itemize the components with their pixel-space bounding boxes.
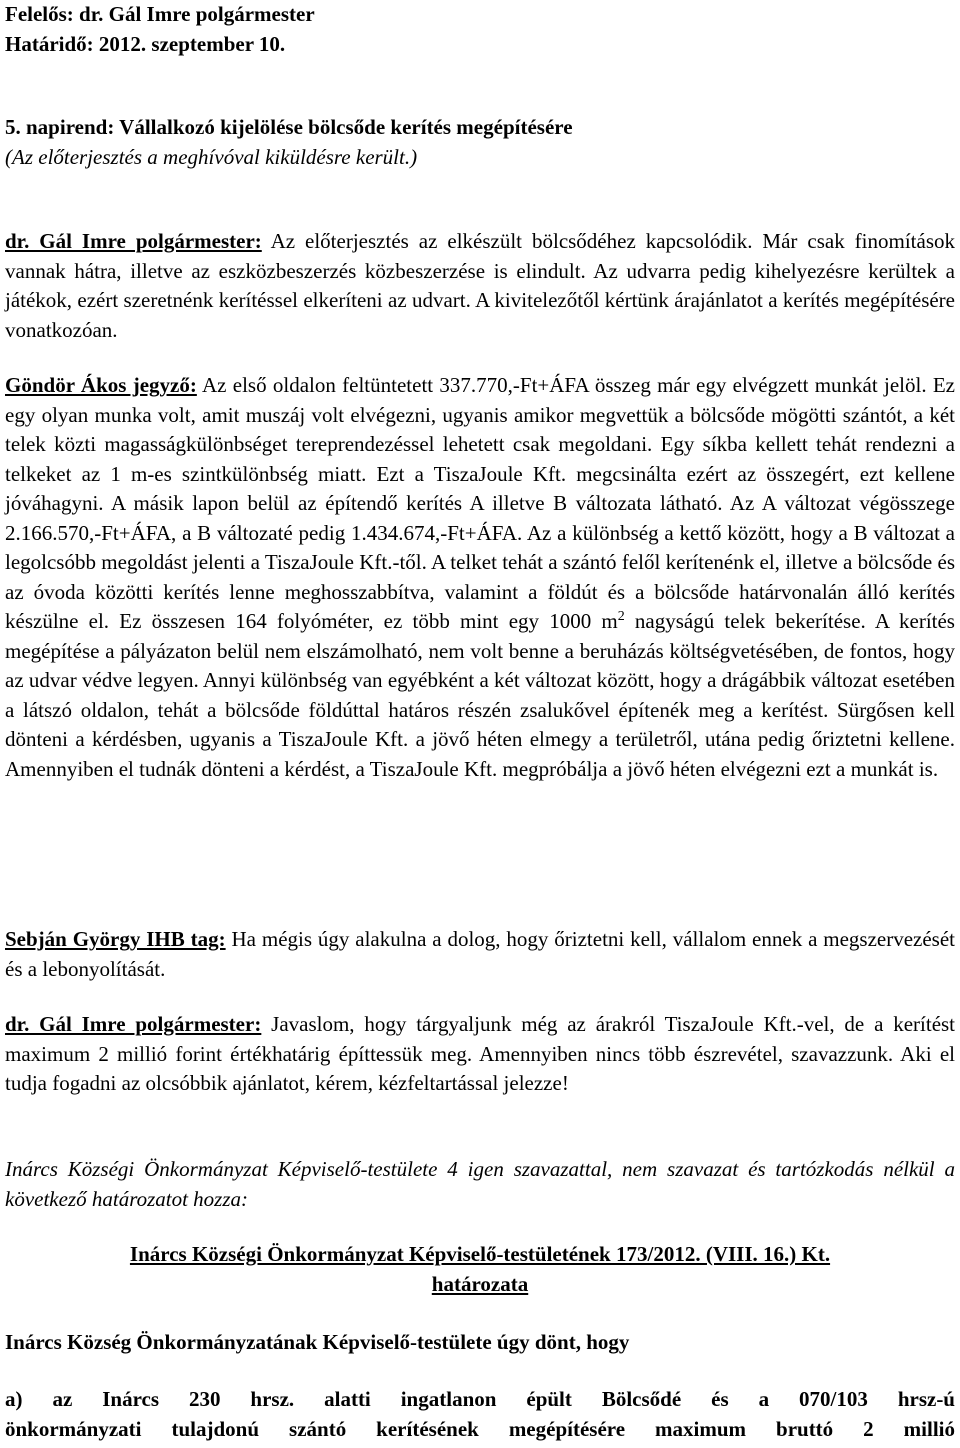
resolution-title: [5, 1240, 955, 1299]
deadline-line: Határidő: 2012. szeptember 10.: [5, 31, 286, 56]
speech-notary: [5, 371, 955, 784]
speaker-name: Göndör Ákos jegyző:: [5, 373, 197, 397]
superscript-exponent: 2: [617, 609, 625, 624]
resolution-item-a-line1: a) az Inárcs 230 hrsz. alatti ingatlanon épült Bölcsődé és a 070/103 hrsz-ú: [5, 1387, 955, 1411]
speech-text: Az előterjesztés az elkészült bölcsődéhez kapcsolódik. Már csak finomítások vannak hátra, illetve az eszközbeszerzés közbeszerzése is elindult. Az udvarra pedig kihelyezésre kerültek a játékok, ezért szeretnénk kerítéssel elkeríteni az udvart. A kivitelezőtől kértünk árajánlatot a kerítés megépítésére vonatkozóan.: [5, 229, 955, 342]
speech-mayor-2: [5, 1010, 955, 1099]
resolution-item-a-line2: önkormányzati tulajdonú szántó kerítésének megépítésére maximum bruttó 2 millió: [5, 1416, 955, 1441]
agenda-note: (Az előterjesztés a meghívóval kiküldésre került.): [5, 144, 418, 169]
header: [5, 0, 955, 59]
speaker-name: dr. Gál Imre polgármester:: [5, 229, 262, 253]
resolution-title-line1: Inárcs Községi Önkormányzat Képviselő-testületének 173/2012. (VIII. 16.) Kt.: [129, 1242, 831, 1266]
speech-text: Ha mégis úgy alakulna a dolog, hogy őriztetni kell, vállalom ennek a megszervezését és a lebonyolítását.: [5, 927, 956, 981]
speaker-name: dr. Gál Imre polgármester:: [5, 1012, 262, 1036]
resolution-title-line2: határozata: [431, 1271, 529, 1296]
speech-text-part2: nagyságú telek bekerítése. A kerítés megépítése a pályázaton belül nem elszámolható, nem volt benne a beruházás költségvetésében, de fontos, hogy az udvar védve legyen. Annyi különbség van egyébként a két változat között, hogy a drágábbik változat esetében a látszó oldalon, tehát a bölcsőde földúttal határos részén zsalukővel építenék meg a kerítést. Sürgősen kell dönteni a kérdésben, ugyanis a TiszaJoule Kft. a jövő héten elmegy a területről, utána pedig őriztetni kellene. Amennyiben el tudnák dönteni a kérdést, a TiszaJoule Kft. megpróbálja a jövő héten elvégezni ezt a munkát is.: [5, 609, 955, 781]
resolution-intro-text: Inárcs Község Önkormányzatának Képviselő-testülete úgy dönt, hogy: [5, 1330, 630, 1354]
agenda-title: 5. napirend: Vállalkozó kijelölése bölcsőde kerítés megépítésére: [5, 115, 573, 139]
vote-statement: Inárcs Községi Önkormányzat Képviselő-testülete 4 igen szavazattal, nem szavazat és tartózkodás nélkül a következő határozatot hozza:: [5, 1157, 955, 1211]
agenda: [5, 113, 955, 172]
responsible-line: Felelős: dr. Gál Imre polgármester: [5, 2, 315, 26]
resolution-item-a: [5, 1385, 955, 1444]
resolution-intro: [5, 1328, 955, 1358]
speech-mayor-1: [5, 227, 955, 345]
speaker-name: Sebján György IHB tag:: [5, 927, 226, 951]
speech-text: Javaslom, hogy tárgyaljunk még az árakról TiszaJoule Kft.-vel, de a kerítést maximum 2 millió forint értékhatárig építtessük meg. Amennyiben nincs több észrevétel, szavazzunk. Aki el tudja fogadni az olcsóbbik ajánlatot, kérem, kézfeltartással jelezze!: [5, 1012, 956, 1095]
speech-text-part1: Az első oldalon feltüntetett 337.770,-Ft+ÁFA összeg már egy elvégzett munkát jelöl. Ez egy olyan munka volt, amit muszáj volt elvégezni, ugyanis amikor megvettük a bölcsőde mögötti szántót, a két telek közti magasságkülönbséget tereprendezéssel lehetett csak megoldani. Egy síkba kellett tehát rendezni a telkeket az 1 m-es szintkülönbség miatt. Ezt a TiszaJoule Kft. megcsinálta ezért az összegért, ezt kellene jóváhagyni. A másik lapon belül az építendő kerítés A illetve B változata látható. Az A változat végösszege 2.166.570,-Ft+ÁFA, a B változaté pedig 1.434.674,-Ft+ÁFA. Az a különbség a kettő között, hogy a B változat a legolcsóbb megoldást jelenti a TiszaJoule Kft.-től. A telket tehát a szántó felől kerítenénk el, illetve a bölcsőde és az óvoda közötti kerítés lenne meghosszabbítva, valamint a földút és a bölcsőde határvonalán álló kerítés készülne el. Ez összesen 164 folyóméter, ez több mint egy 1000 m: [5, 373, 956, 633]
speech-ihb-member: [5, 925, 955, 984]
